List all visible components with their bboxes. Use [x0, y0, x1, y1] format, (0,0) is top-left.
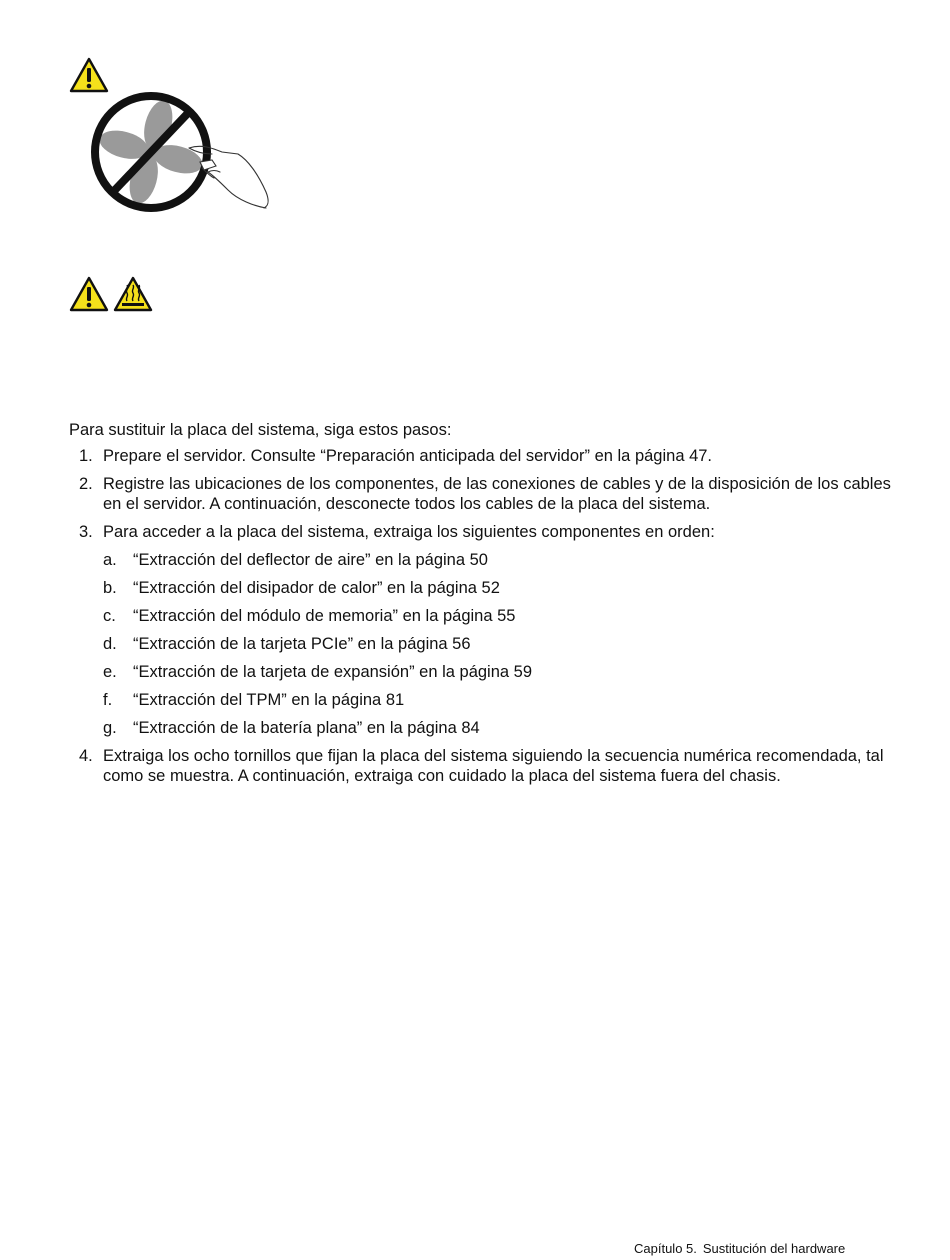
substep	[103, 578, 909, 598]
substep-link[interactable]: “Extracción del módulo de memoria” en la página 55	[133, 607, 516, 625]
footer-title: Sustitución del hardware	[702, 1241, 846, 1256]
substep-letter: a.	[103, 551, 117, 569]
substep-link[interactable]: “Extracción del TPM” en la página 81	[133, 691, 405, 709]
step-text: Prepare el servidor. Consulte “Preparación anticipada del servidor” en la página 47.	[103, 447, 713, 465]
substep	[103, 718, 909, 738]
substep-letter: d.	[103, 635, 117, 653]
substep-link[interactable]: “Extracción de la batería plana” en la página 84	[133, 719, 480, 737]
footer-chapter: Capítulo 5.	[634, 1241, 697, 1256]
substep-letter: b.	[103, 579, 117, 597]
substep-link[interactable]: “Extracción del disipador de calor” en la página 52	[133, 579, 500, 597]
substep-letter: g.	[103, 719, 117, 737]
hot-surface-icon	[113, 276, 153, 312]
step-text: Registre las ubicaciones de los componentes, de las conexiones de cables y de la disposición de los cables en el servidor. A continuación, desconecte todos los cables de la placa del sistema.	[103, 475, 891, 513]
substep	[103, 606, 909, 626]
step-text: Extraiga los ocho tornillos que fijan la placa del sistema siguiendo la secuencia numérica recomendada, tal como se muestra. A continuación, extraiga con cuidado la placa del sistema fuera del chasis.	[103, 747, 884, 785]
substep-letter: c.	[103, 607, 116, 625]
substep-letter: f.	[103, 691, 113, 709]
procedure-steps	[69, 446, 909, 794]
step-text: Para acceder a la placa del sistema, extraiga los siguientes componentes en orden:	[103, 523, 715, 541]
caution-icon	[69, 276, 109, 312]
component-removal-list	[103, 550, 909, 738]
procedure-step	[69, 474, 909, 514]
substep	[103, 634, 909, 654]
step-number: 2.	[79, 475, 93, 493]
substep-link[interactable]: “Extracción del deflector de aire” en la página 50	[133, 551, 488, 569]
step-number: 1.	[79, 447, 93, 465]
substep-link[interactable]: “Extracción de la tarjeta PCIe” en la página 56	[133, 635, 471, 653]
procedure-step	[69, 522, 909, 738]
procedure-step	[69, 446, 909, 466]
substep	[103, 690, 909, 710]
procedure-step	[69, 746, 909, 786]
caution-icon	[69, 57, 109, 93]
substep	[103, 550, 909, 570]
substep	[103, 662, 909, 682]
substep-letter: e.	[103, 663, 117, 681]
fan-blades-prohibition-icon	[88, 90, 270, 214]
step-number: 4.	[79, 747, 93, 765]
substep-link[interactable]: “Extracción de la tarjeta de expansión” en la página 59	[133, 663, 533, 681]
page-footer	[634, 1241, 845, 1257]
step-number: 3.	[79, 523, 93, 541]
procedure-intro: Para sustituir la placa del sistema, siga estos pasos:	[69, 421, 452, 439]
